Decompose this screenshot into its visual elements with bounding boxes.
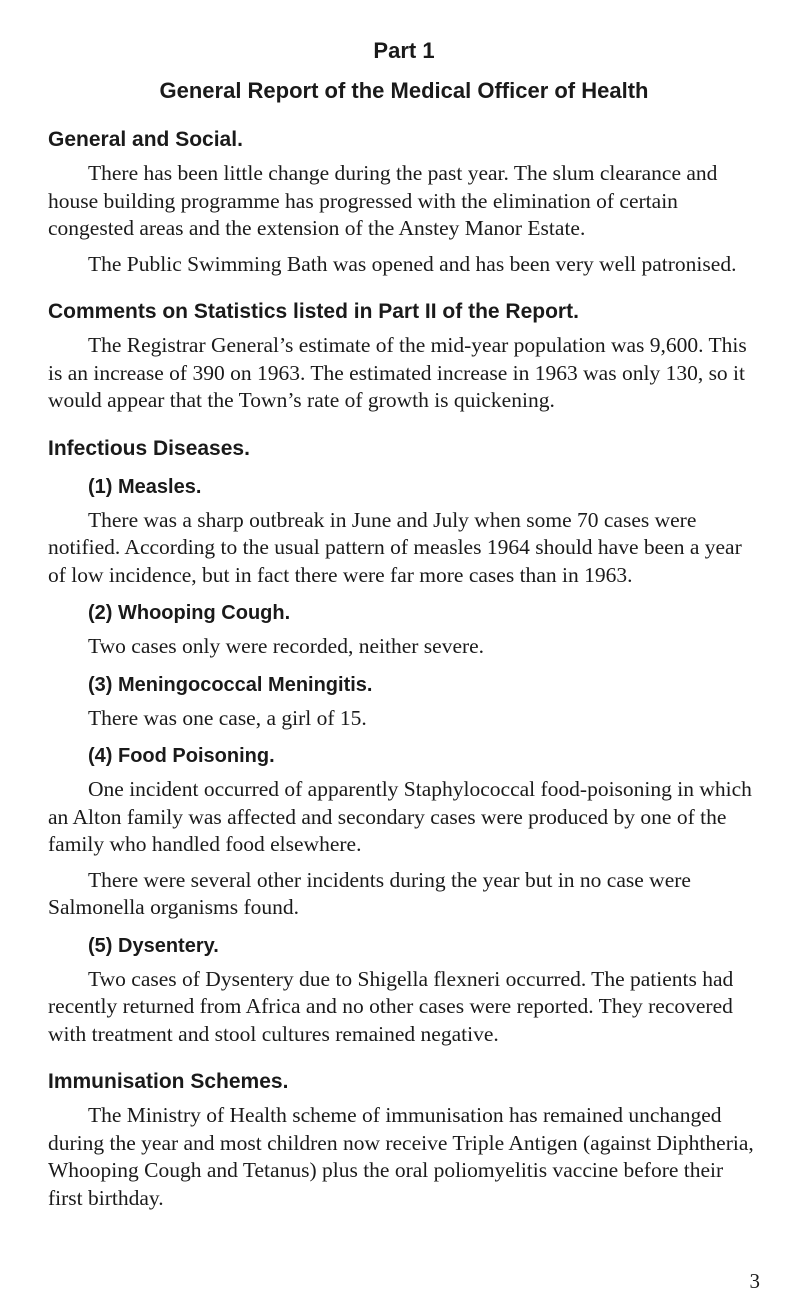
paragraph-whooping-cough: Two cases only were recorded, neither severe. [88,634,485,658]
paragraph-food-poisoning-1: One incident occurred of apparently Staphylococcal food-poisoning in which an Alton family was affected and secondary cases were produced by one of the family who handled food elsewhere. [48,777,752,856]
part-title: Part 1 [373,38,435,63]
page-number: 3 [749,1268,760,1293]
section-statistics [48,298,760,415]
paragraph-swimming-bath: The Public Swimming Bath was opened and has been very well patronised. [88,251,737,276]
section-heading-infectious: Infectious Diseases. [48,436,250,460]
section-general-and-social [48,126,760,278]
section-heading-statistics: Comments on Statistics listed in Part II of the Report. [48,300,579,323]
report-title: General Report of the Medical Officer of Health [159,78,649,103]
subheading-food-poisoning: (4) Food Poisoning. [88,745,275,767]
paragraph-meningitis: There was one case, a girl of 15. [88,705,367,730]
section-infectious-diseases [48,435,760,1049]
paragraph-dysentery: Two cases of Dysentery due to Shigella flexneri occurred. The patients had recently returned from Africa and no other cases were reported. They recovered with treatment and stool cultures remained negative. [48,966,734,1046]
paragraph-population: The Registrar General’s estimate of the mid-year population was 9,600. This is an increase of 390 on 1963. The estimated increase in 1963 was only 130, so it would appear that the Town’s rate of growth is quickening. [48,333,747,412]
section-heading-immunisation: Immunisation Schemes. [48,1070,289,1093]
section-heading-general: General and Social. [48,128,243,151]
subheading-dysentery: (5) Dysentery. [88,934,219,957]
paragraph-food-poisoning-2: There were several other incidents during the year but in no case were Salmonella organisms found. [48,867,691,919]
paragraph-measles: There was a sharp outbreak in June and July when some 70 cases were notified. According to the usual pattern of measles 1964 should have been a year of low incidence, but in fact there were far more cases than in 1963. [48,507,742,587]
subheading-measles: (1) Measles. [88,475,202,498]
subheading-meningitis: (3) Meningococcal Meningitis. [88,673,373,696]
paragraph-immunisation: The Ministry of Health scheme of immunisation has remained unchanged during the year and most children now receive Triple Antigen (against Diphtheria, Whooping Cough and Tetanus) plus the oral poliomyelitis vaccine before their first birthday. [48,1103,754,1210]
paragraph-slum-clearance: There has been little change during the past year. The slum clearance and house building programme has progressed with the elimination of certain congested areas and the extension of the Anstey Manor Estate. [48,161,718,240]
subheading-whooping-cough: (2) Whooping Cough. [88,602,291,624]
section-immunisation [48,1068,760,1212]
